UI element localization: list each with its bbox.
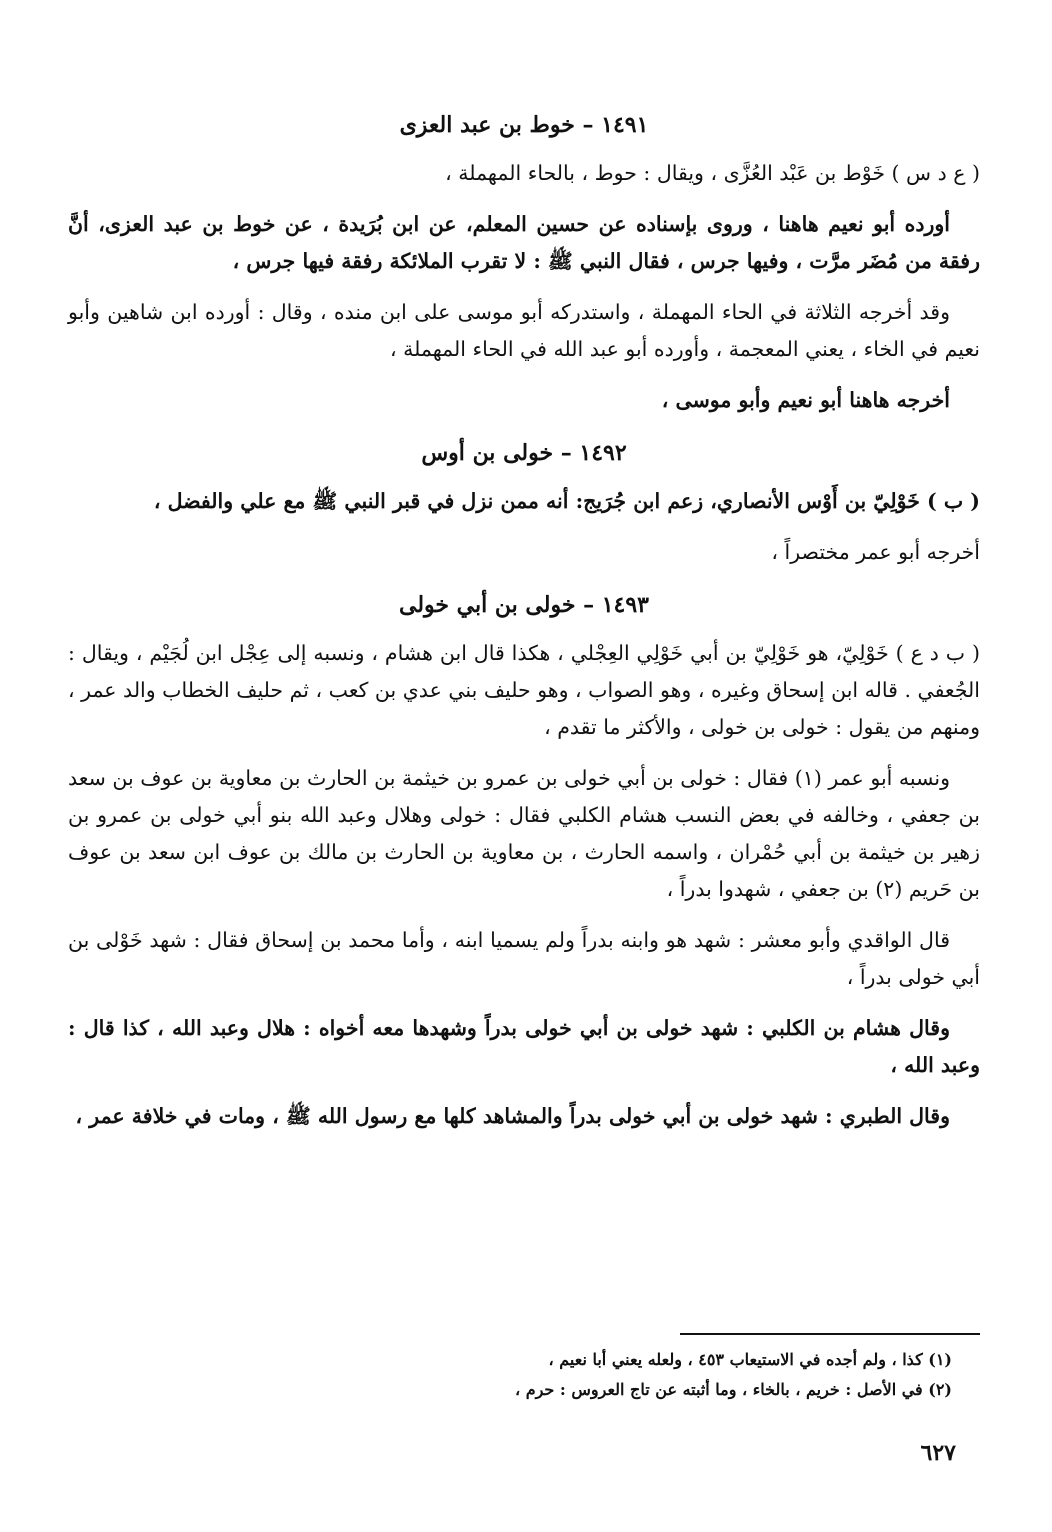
entry-1493-paragraph: وقال هشام بن الكلبي : شهد خولى بن أبي خولى بدراً وشهدها معه أخواه : هلال وعبد الله ، كذا قال : وعبد الله ، xyxy=(68,1016,980,1077)
footnote-divider xyxy=(680,1333,980,1335)
entry-1493-paragraph: ونسبه أبو عمر (١) فقال : خولى بن أبي خولى بن عمرو بن خيثمة بن الحارث بن معاوية بن عوف بن سعد بن جعفي ، وخالفه في بعض النسب هشام الكلبي فقال : خولى وهلال وعبد الله بنو أبي خولى بن عمرو بن زهير بن خيثمة بن أبي حُمْران ، واسمه الحارث ، بن معاوية بن الحارث بن مالك بن عوف ابن سعد بن عوف بن حَريم (٢) بن جعفي ، شهدوا بدراً ، xyxy=(68,766,980,901)
footnote-1: (١) كذا ، ولم أجده في الاستيعاب ٤٥٣ ، ولعله يعني أبا نعيم ، xyxy=(548,1350,952,1369)
entry-1492-paragraph: أخرجه أبو عمر مختصراً ، xyxy=(771,540,980,564)
entry-heading-1491: ١٤٩١ – خوط بن عبد العزى xyxy=(399,112,649,138)
page-number: ٦٢٧ xyxy=(920,1440,956,1466)
entry-1493-paragraph: وقال الطبري : شهد خولى بن أبي خولى بدراً والمشاهد كلها مع رسول الله ﷺ ، ومات في خلافة عمر ، xyxy=(75,1104,950,1128)
entry-1493-paragraph: قال الواقدي وأبو معشر : شهد هو وابنه بدراً ولم يسميا ابنه ، وأما محمد بن إسحاق فقال : شهد خَوْلى بن أبي خولى بدراً ، xyxy=(68,928,980,989)
entry-heading-1492: ١٤٩٢ – خولى بن أوس xyxy=(421,440,627,466)
entry-1492-intro: ( ب ) خَوْلِيّ بن أَوْس الأنصاري، زعم ابن جُرَيج: أنه ممن نزل في قبر النبي ﷺ مع علي والفضل ، xyxy=(153,489,980,513)
entry-1491-paragraph: أخرجه هاهنا أبو نعيم وأبو موسى ، xyxy=(661,388,950,412)
entry-heading-1493: ١٤٩٣ – خولى بن أبي خولى xyxy=(398,592,649,618)
footnotes xyxy=(92,1345,952,1405)
footnote-2: (٢) في الأصل : خريم ، بالخاء ، وما أثبته عن تاج العروس : حرم ، xyxy=(514,1380,952,1399)
main-text xyxy=(68,105,980,1149)
entry-1491-intro: ( ع د س ) خَوْط بن عَبْد العُزَّى ، ويقال : حوط ، بالحاء المهملة ، xyxy=(445,161,980,185)
entry-1491-paragraph: أورده أبو نعيم هاهنا ، وروى بإسناده عن حسين المعلم، عن ابن بُرَيدة ، عن خوط بن عبد العزى، أنَّ رفقة من مُضَر مرَّت ، وفيها جرس ، فقال النبي ﷺ : لا تقرب الملائكة رفقة فيها جرس ، xyxy=(68,212,980,273)
entry-1491-paragraph: وقد أخرجه الثلاثة في الحاء المهملة ، واستدركه أبو موسى على ابن منده ، وقال : أورده ابن شاهين وأبو نعيم في الخاء ، يعني المعجمة ، وأورده أبو عبد الله في الحاء المهملة ، xyxy=(68,300,980,361)
entry-1493-intro: ( ب د ع ) خَوْلِيّ، هو خَوْلِيّ بن أبي خَوْلِي العِجْلي ، هكذا قال ابن هشام ، ونسبه إلى عِجْل ابن لُجَيْم ، ويقال : الجُعفي . قاله ابن إسحاق وغيره ، وهو الصواب ، وهو حليف بني عدي بن كعب ، ثم حليف الخطاب والد عمر ، ومنهم من يقول : خولى بن خولى ، والأكثر ما تقدم ، xyxy=(68,641,980,739)
